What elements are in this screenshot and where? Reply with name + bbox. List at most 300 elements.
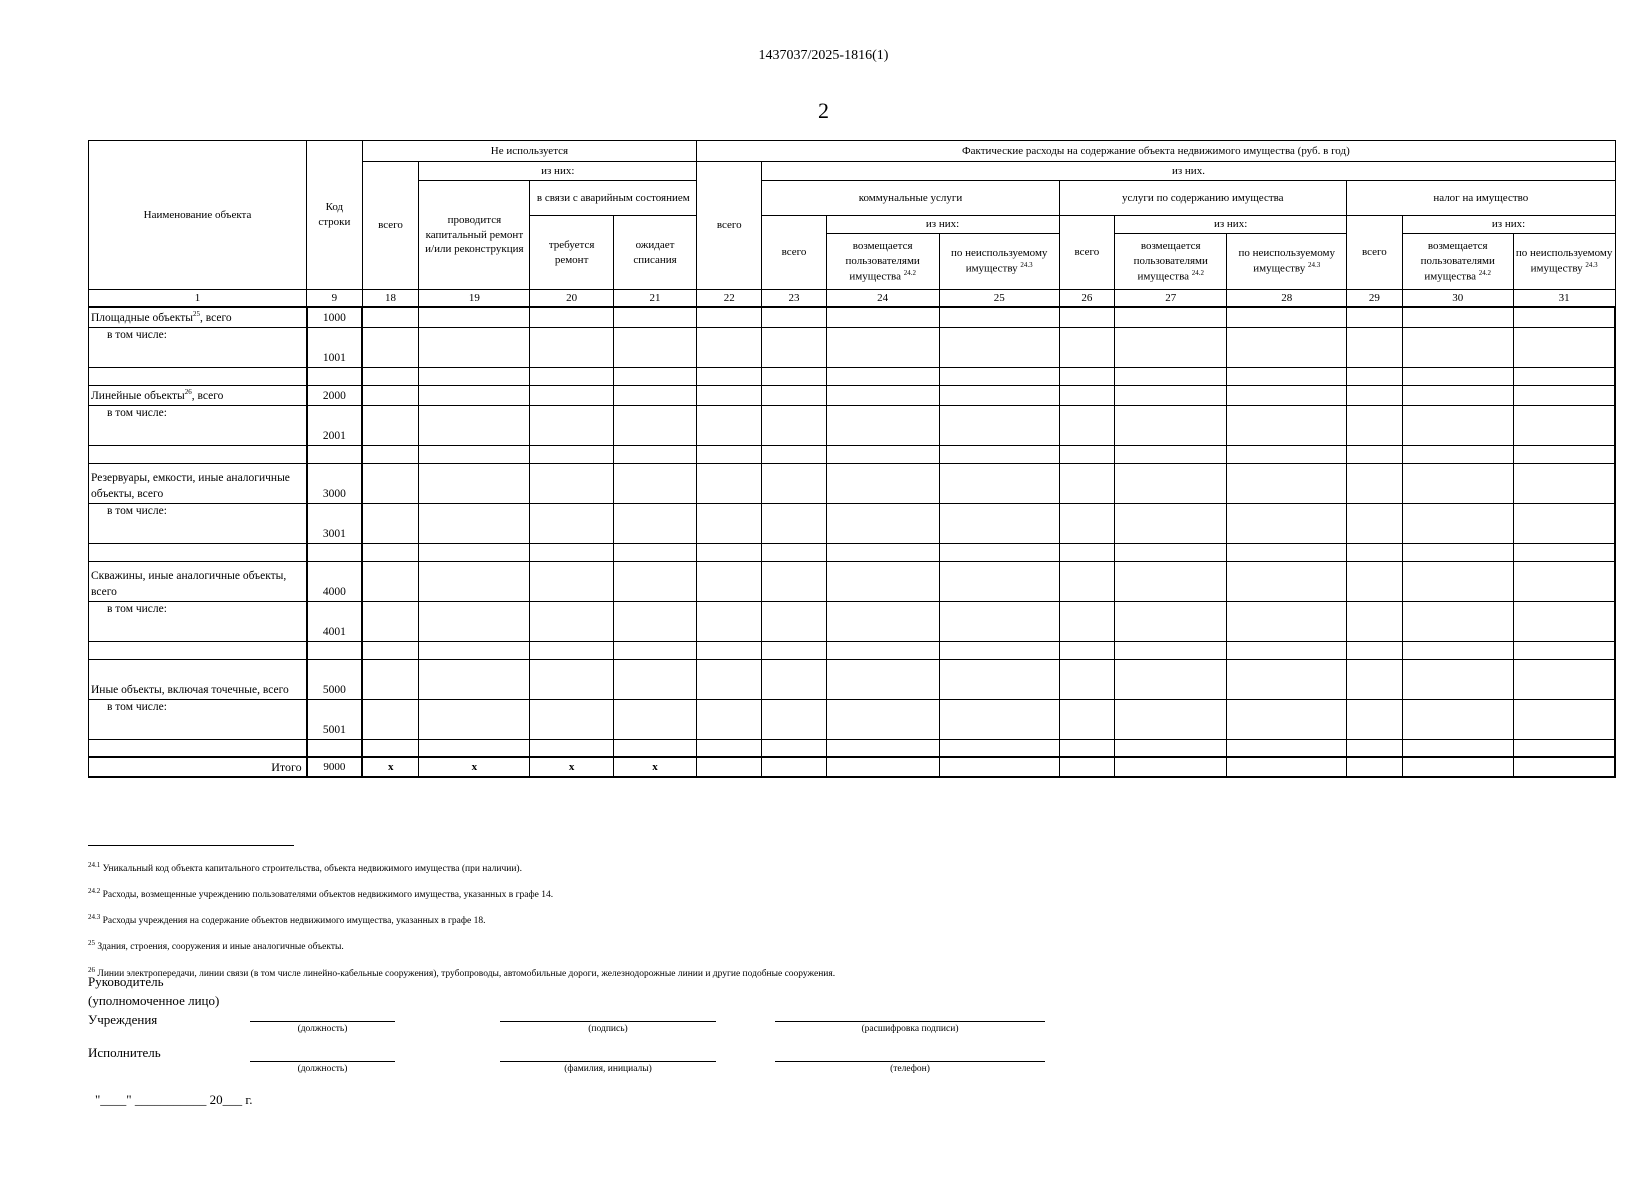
total-cell[interactable]: [762, 757, 826, 777]
data-cell[interactable]: [697, 659, 762, 699]
data-cell[interactable]: [697, 327, 762, 367]
data-cell[interactable]: [1402, 659, 1513, 699]
data-cell[interactable]: [1513, 601, 1615, 641]
data-cell[interactable]: [1347, 385, 1403, 405]
data-cell: [89, 445, 307, 463]
data-cell[interactable]: [1347, 641, 1403, 659]
data-cell[interactable]: [697, 543, 762, 561]
data-cell[interactable]: [1513, 463, 1615, 503]
data-cell[interactable]: [762, 561, 826, 601]
data-cell[interactable]: [1402, 385, 1513, 405]
row-name: в том числе:: [89, 699, 307, 739]
page-number: 2: [818, 98, 829, 123]
data-cell[interactable]: [1347, 739, 1403, 757]
column-number: 25: [939, 290, 1059, 308]
data-cell[interactable]: [530, 307, 613, 327]
data-cell[interactable]: [530, 503, 613, 543]
data-cell[interactable]: [530, 641, 613, 659]
data-cell[interactable]: [419, 739, 530, 757]
data-cell[interactable]: [762, 445, 826, 463]
header-costs-total: всего: [697, 162, 762, 290]
data-cell[interactable]: [1227, 307, 1347, 327]
data-cell[interactable]: [613, 445, 696, 463]
header-costs-of-them: из них.: [762, 162, 1615, 181]
data-cell[interactable]: [939, 327, 1059, 367]
data-cell[interactable]: [530, 327, 613, 367]
data-cell[interactable]: [1227, 641, 1347, 659]
data-cell[interactable]: [613, 503, 696, 543]
data-cell[interactable]: [762, 307, 826, 327]
data-cell[interactable]: [1402, 405, 1513, 445]
footnote: $^{24.2}$ Расходы, возмещенные учреждению пользователями объектов недвижимого имущества, указанных в графе 14.: [88, 887, 554, 901]
data-cell[interactable]: [419, 367, 530, 385]
total-cell[interactable]: [1513, 757, 1615, 777]
header-utilities-of-them: из них:: [826, 216, 1059, 234]
row-code: 5000: [307, 659, 363, 699]
data-cell[interactable]: [419, 561, 530, 601]
data-cell[interactable]: [762, 503, 826, 543]
data-cell[interactable]: [1115, 543, 1227, 561]
data-cell[interactable]: [697, 307, 762, 327]
data-cell[interactable]: [939, 543, 1059, 561]
data-cell[interactable]: [697, 699, 762, 739]
data-cell[interactable]: [419, 699, 530, 739]
data-cell[interactable]: [530, 405, 613, 445]
data-cell[interactable]: [1115, 659, 1227, 699]
data-cell[interactable]: [826, 463, 939, 503]
data-cell[interactable]: [1059, 561, 1115, 601]
data-cell[interactable]: [1227, 543, 1347, 561]
data-cell[interactable]: [1402, 561, 1513, 601]
blank-row: [89, 739, 1616, 757]
data-cell[interactable]: [939, 503, 1059, 543]
data-cell[interactable]: [419, 601, 530, 641]
data-cell[interactable]: [1513, 367, 1615, 385]
data-cell[interactable]: [362, 307, 419, 327]
column-number: 18: [362, 290, 419, 308]
column-number: 27: [1115, 290, 1227, 308]
data-cell[interactable]: [826, 543, 939, 561]
data-cell[interactable]: [1347, 561, 1403, 601]
table-row: [89, 699, 1616, 739]
data-cell[interactable]: [697, 641, 762, 659]
data-cell[interactable]: [939, 739, 1059, 757]
header-maintenance: услуги по содержанию имущества: [1059, 181, 1347, 216]
data-cell[interactable]: [1059, 445, 1115, 463]
header-utilities: коммунальные услуги: [762, 181, 1059, 216]
header-tax-total: всего: [1347, 216, 1403, 290]
executor-fio-caption: (фамилия, инициалы): [564, 1064, 652, 1074]
data-cell[interactable]: [1347, 307, 1403, 327]
data-cell[interactable]: [1402, 739, 1513, 757]
data-cell[interactable]: [1513, 641, 1615, 659]
data-cell[interactable]: [762, 327, 826, 367]
total-cell[interactable]: [1347, 757, 1403, 777]
header-maintenance-unused: по неиспользуемому имуществу $^{24.3}$: [1227, 234, 1347, 290]
data-cell[interactable]: [1227, 445, 1347, 463]
data-cell[interactable]: [419, 405, 530, 445]
data-cell[interactable]: [762, 659, 826, 699]
data-cell[interactable]: [762, 543, 826, 561]
data-cell[interactable]: [1059, 641, 1115, 659]
data-cell[interactable]: [362, 503, 419, 543]
data-cell[interactable]: [1402, 601, 1513, 641]
data-cell[interactable]: [1347, 503, 1403, 543]
row-code: 2001: [307, 405, 363, 445]
data-cell[interactable]: [1115, 641, 1227, 659]
head-decode-line[interactable]: [775, 1021, 1045, 1022]
data-cell[interactable]: [1115, 327, 1227, 367]
data-cell[interactable]: [1059, 503, 1115, 543]
data-cell[interactable]: [762, 463, 826, 503]
data-cell[interactable]: [826, 641, 939, 659]
data-cell: [89, 739, 307, 757]
table-row: [89, 385, 1616, 405]
row-code: 1001: [307, 327, 363, 367]
data-cell[interactable]: [1227, 405, 1347, 445]
data-cell[interactable]: [1402, 327, 1513, 367]
table-row: [89, 561, 1616, 601]
data-cell[interactable]: [697, 463, 762, 503]
executor-phone-line[interactable]: [775, 1061, 1045, 1062]
data-cell[interactable]: [362, 445, 419, 463]
row-name: в том числе:: [89, 503, 307, 543]
data-cell[interactable]: [1115, 367, 1227, 385]
data-cell[interactable]: [1227, 561, 1347, 601]
data-cell[interactable]: [419, 503, 530, 543]
data-cell[interactable]: [939, 641, 1059, 659]
total-cell[interactable]: [1402, 757, 1513, 777]
data-cell[interactable]: [1059, 739, 1115, 757]
data-cell[interactable]: [762, 699, 826, 739]
data-cell[interactable]: [1402, 445, 1513, 463]
data-cell[interactable]: [613, 367, 696, 385]
data-cell[interactable]: [1115, 307, 1227, 327]
row-code: 3000: [307, 463, 363, 503]
table-row: [89, 601, 1616, 641]
data-cell[interactable]: [1513, 307, 1615, 327]
data-cell[interactable]: [1513, 327, 1615, 367]
data-cell[interactable]: [1059, 659, 1115, 699]
table-row: [89, 659, 1616, 699]
data-cell[interactable]: [697, 739, 762, 757]
data-cell[interactable]: [697, 503, 762, 543]
footnote: $^{25}$ Здания, строения, сооружения и иные аналогичные объекты.: [88, 939, 344, 953]
total-cell[interactable]: [1115, 757, 1227, 777]
data-cell[interactable]: [362, 367, 419, 385]
data-cell[interactable]: [1347, 659, 1403, 699]
data-cell[interactable]: [613, 561, 696, 601]
data-cell[interactable]: [419, 445, 530, 463]
data-cell[interactable]: [826, 503, 939, 543]
data-cell[interactable]: [1115, 739, 1227, 757]
data-cell[interactable]: [1513, 385, 1615, 405]
data-cell[interactable]: [362, 561, 419, 601]
row-name: в том числе:: [89, 405, 307, 445]
total-row: [89, 757, 1616, 777]
table-body: [89, 290, 1616, 778]
data-cell[interactable]: [939, 405, 1059, 445]
row-code: 1000: [307, 307, 363, 327]
executor-position-line[interactable]: [250, 1061, 395, 1062]
row-name: Площадные объекты$^{25}$, всего: [89, 307, 307, 327]
column-number: 23: [762, 290, 826, 308]
data-cell[interactable]: [1513, 699, 1615, 739]
column-number: 26: [1059, 290, 1115, 308]
data-cell[interactable]: [530, 561, 613, 601]
header-repair-needed: требуется ремонт: [530, 216, 613, 290]
data-cell[interactable]: [697, 561, 762, 601]
data-cell[interactable]: [762, 739, 826, 757]
total-cell[interactable]: [1059, 757, 1115, 777]
data-cell[interactable]: [419, 327, 530, 367]
executor-position-caption: (должность): [297, 1064, 348, 1074]
column-number: 1: [89, 290, 307, 308]
data-cell[interactable]: [939, 699, 1059, 739]
data-cell[interactable]: [1115, 405, 1227, 445]
data-cell: [307, 445, 363, 463]
signature-head-label: Руководитель (уполномоченное лицо) Учреждения: [88, 974, 220, 1027]
data-cell[interactable]: [530, 445, 613, 463]
data-cell[interactable]: [826, 659, 939, 699]
row-code: 5001: [307, 699, 363, 739]
data-cell[interactable]: [613, 463, 696, 503]
data-cell[interactable]: [1059, 405, 1115, 445]
data-cell[interactable]: [762, 641, 826, 659]
header-awaiting-writeoff: ожидает списания: [613, 216, 696, 290]
data-cell[interactable]: [1347, 543, 1403, 561]
data-cell[interactable]: [362, 601, 419, 641]
data-cell[interactable]: [613, 385, 696, 405]
data-cell: [307, 367, 363, 385]
data-cell[interactable]: [613, 739, 696, 757]
data-cell[interactable]: [1115, 699, 1227, 739]
header-utilities-unused: по неиспользуемому имуществу $^{24.3}$: [939, 234, 1059, 290]
data-cell[interactable]: [762, 601, 826, 641]
data-cell[interactable]: [1227, 601, 1347, 641]
blank-row: [89, 543, 1616, 561]
data-cell: [307, 641, 363, 659]
data-cell[interactable]: [1115, 601, 1227, 641]
row-code: 2000: [307, 385, 363, 405]
table-row: [89, 307, 1616, 327]
head-position-caption: (должность): [297, 1024, 348, 1034]
data-cell[interactable]: [1402, 699, 1513, 739]
data-cell[interactable]: [939, 307, 1059, 327]
data-cell[interactable]: [1347, 327, 1403, 367]
data-cell[interactable]: [613, 699, 696, 739]
data-cell[interactable]: [1347, 699, 1403, 739]
data-cell[interactable]: [613, 659, 696, 699]
data-cell[interactable]: [613, 543, 696, 561]
data-cell[interactable]: [697, 405, 762, 445]
executor-fio-line[interactable]: [500, 1061, 716, 1062]
data-cell[interactable]: [1059, 385, 1115, 405]
column-number: 31: [1513, 290, 1615, 308]
date-line[interactable]: "____" ___________ 20___ г.: [95, 1092, 253, 1107]
data-cell[interactable]: [1115, 445, 1227, 463]
data-cell[interactable]: [1115, 503, 1227, 543]
data-cell[interactable]: [530, 659, 613, 699]
column-number: 20: [530, 290, 613, 308]
data-cell[interactable]: [1227, 385, 1347, 405]
data-cell[interactable]: [1402, 641, 1513, 659]
data-cell[interactable]: [613, 641, 696, 659]
data-cell[interactable]: [530, 367, 613, 385]
data-cell[interactable]: [613, 601, 696, 641]
data-cell[interactable]: [1227, 367, 1347, 385]
data-cell[interactable]: [419, 543, 530, 561]
data-cell[interactable]: [419, 307, 530, 327]
data-cell[interactable]: [362, 739, 419, 757]
data-cell[interactable]: [939, 659, 1059, 699]
column-number: 28: [1227, 290, 1347, 308]
data-cell[interactable]: [1513, 561, 1615, 601]
data-cell[interactable]: [1059, 327, 1115, 367]
data-cell[interactable]: [1402, 543, 1513, 561]
data-cell[interactable]: [697, 367, 762, 385]
data-cell[interactable]: [1347, 463, 1403, 503]
data-cell[interactable]: [762, 405, 826, 445]
data-cell[interactable]: [826, 307, 939, 327]
data-cell[interactable]: [1227, 659, 1347, 699]
document-id: 1437037/2025-1816(1): [758, 48, 889, 63]
data-cell[interactable]: [1227, 699, 1347, 739]
header-utilities-reimbursed: возмещается пользователями имущества $^{24.2}$: [826, 234, 939, 290]
total-code: 9000: [307, 757, 363, 777]
data-cell[interactable]: [939, 601, 1059, 641]
data-cell[interactable]: [697, 445, 762, 463]
data-cell[interactable]: [826, 601, 939, 641]
header-line-code: Код строки: [307, 141, 363, 290]
data-cell[interactable]: [1227, 327, 1347, 367]
data-cell[interactable]: [530, 385, 613, 405]
total-cell[interactable]: [697, 757, 762, 777]
data-cell[interactable]: [826, 405, 939, 445]
column-number: 30: [1402, 290, 1513, 308]
data-cell[interactable]: [1347, 445, 1403, 463]
data-cell[interactable]: [362, 327, 419, 367]
data-cell[interactable]: [826, 699, 939, 739]
data-cell[interactable]: [826, 445, 939, 463]
data-cell[interactable]: [697, 385, 762, 405]
table-row: [89, 503, 1616, 543]
data-cell[interactable]: [1347, 367, 1403, 385]
header-costs-group: Фактические расходы на содержание объекта недвижимого имущества (руб. в год): [697, 141, 1615, 162]
data-cell[interactable]: [1115, 463, 1227, 503]
data-cell[interactable]: [1227, 739, 1347, 757]
data-cell[interactable]: [362, 463, 419, 503]
column-number: 24: [826, 290, 939, 308]
data-cell[interactable]: [362, 385, 419, 405]
row-code: 4000: [307, 561, 363, 601]
data-cell[interactable]: [530, 601, 613, 641]
row-name: Иные объекты, включая точечные, всего: [89, 659, 307, 699]
executor-label: Исполнитель: [88, 1045, 161, 1060]
data-cell[interactable]: [1513, 503, 1615, 543]
data-cell[interactable]: [1402, 367, 1513, 385]
footnotes: [88, 854, 835, 985]
data-cell[interactable]: [613, 327, 696, 367]
header-unused-group: Не используется: [362, 141, 697, 162]
data-cell[interactable]: [1513, 659, 1615, 699]
data-cell[interactable]: [1227, 463, 1347, 503]
data-cell[interactable]: [1402, 503, 1513, 543]
data-cell[interactable]: [939, 385, 1059, 405]
total-cell[interactable]: [1227, 757, 1347, 777]
header-object-name: Наименование объекта: [89, 141, 307, 290]
data-cell[interactable]: [1059, 543, 1115, 561]
data-cell[interactable]: [939, 463, 1059, 503]
data-cell[interactable]: [1115, 561, 1227, 601]
data-cell[interactable]: [613, 307, 696, 327]
data-cell[interactable]: [1402, 463, 1513, 503]
data-cell[interactable]: [362, 641, 419, 659]
data-cell[interactable]: [362, 659, 419, 699]
head-signature-line[interactable]: [500, 1021, 716, 1022]
data-cell[interactable]: [1227, 503, 1347, 543]
data-cell[interactable]: [826, 385, 939, 405]
data-cell[interactable]: [530, 699, 613, 739]
data-cell[interactable]: [939, 445, 1059, 463]
data-cell[interactable]: [826, 739, 939, 757]
data-cell[interactable]: [939, 561, 1059, 601]
data-cell[interactable]: [1513, 739, 1615, 757]
data-cell[interactable]: [530, 463, 613, 503]
data-cell[interactable]: [1115, 385, 1227, 405]
data-cell[interactable]: [1347, 601, 1403, 641]
data-cell[interactable]: [826, 367, 939, 385]
data-cell[interactable]: [762, 367, 826, 385]
data-cell[interactable]: [1059, 367, 1115, 385]
total-cell[interactable]: [939, 757, 1059, 777]
head-position-line[interactable]: [250, 1021, 395, 1022]
head-decode-caption: (расшифровка подписи): [861, 1024, 959, 1034]
header-emergency: в связи с аварийным состоянием: [530, 181, 697, 216]
data-cell[interactable]: [362, 699, 419, 739]
data-cell[interactable]: [362, 405, 419, 445]
data-cell[interactable]: [1059, 601, 1115, 641]
data-cell[interactable]: [697, 601, 762, 641]
data-cell[interactable]: [419, 659, 530, 699]
total-cell[interactable]: [826, 757, 939, 777]
blank-row: [89, 445, 1616, 463]
data-cell[interactable]: [1513, 405, 1615, 445]
data-cell[interactable]: [1402, 307, 1513, 327]
data-cell[interactable]: [826, 561, 939, 601]
data-cell: [307, 739, 363, 757]
data-cell[interactable]: [419, 385, 530, 405]
data-cell[interactable]: [1513, 543, 1615, 561]
data-cell[interactable]: [1059, 463, 1115, 503]
data-cell[interactable]: [419, 641, 530, 659]
data-cell[interactable]: [762, 385, 826, 405]
total-x-cell: x: [613, 757, 696, 777]
data-cell[interactable]: [939, 367, 1059, 385]
data-cell[interactable]: [419, 463, 530, 503]
data-cell[interactable]: [530, 739, 613, 757]
header-unused-of-them: из них:: [419, 162, 697, 181]
data-cell[interactable]: [613, 405, 696, 445]
data-cell[interactable]: [362, 543, 419, 561]
data-cell[interactable]: [1513, 445, 1615, 463]
data-cell[interactable]: [1347, 405, 1403, 445]
data-cell[interactable]: [1059, 307, 1115, 327]
data-cell[interactable]: [826, 327, 939, 367]
data-cell[interactable]: [530, 543, 613, 561]
row-name: в том числе:: [89, 601, 307, 641]
data-cell[interactable]: [1059, 699, 1115, 739]
